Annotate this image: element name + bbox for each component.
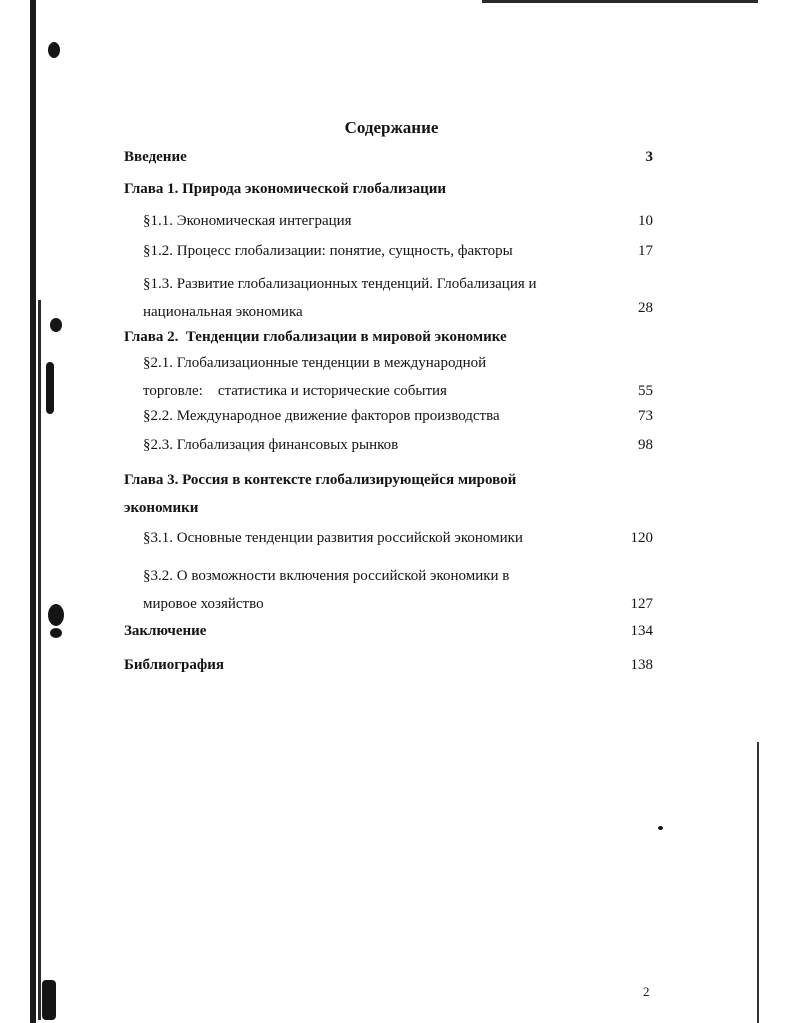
toc-page-number: 120 <box>630 530 653 546</box>
toc-entry-label-continued: торговле: статистика и исторические события <box>143 383 447 399</box>
toc-section-3-1 <box>143 529 653 547</box>
toc-section-2-3 <box>143 436 653 454</box>
toc-entry-conclusion <box>124 622 653 640</box>
toc-entry-intro <box>124 148 653 166</box>
scan-blot <box>42 980 56 1020</box>
toc-chapter-label: Глава 1. Природа экономической глобализации <box>124 181 447 197</box>
toc-entry-label: Библиография <box>124 657 225 673</box>
page-number: 2 <box>643 984 650 999</box>
toc-section-3-2 <box>143 567 653 613</box>
toc-section-2-1 <box>143 354 653 402</box>
toc-entry-label-continued: мировое хозяйство <box>143 596 264 612</box>
toc-entry-label: Заключение <box>124 623 207 639</box>
toc-entry-label: §1.3. Развитие глобализационных тенденций. Глобализация и <box>143 276 537 292</box>
scan-top-mark <box>482 0 758 3</box>
toc-section-2-2 <box>143 407 653 425</box>
toc-page-number: 55 <box>638 383 653 399</box>
toc-page-number: 3 <box>645 149 653 165</box>
toc-page-number: 10 <box>638 213 653 229</box>
toc-page-number: 98 <box>638 437 653 453</box>
toc-page-number: 73 <box>638 408 653 424</box>
toc-page-number: 127 <box>630 596 653 612</box>
toc-chapter-label: Глава 3. Россия в контексте глобализирующейся мировой <box>124 472 517 488</box>
scan-blot <box>50 318 62 332</box>
scan-right-edge <box>757 742 759 1023</box>
toc-chapter-label-continued: экономики <box>124 500 199 516</box>
scan-left-edge-secondary <box>38 300 41 1020</box>
scan-blot <box>50 628 62 638</box>
toc-entry-label: §3.1. Основные тенденции развития российской экономики <box>143 530 523 546</box>
toc-page-number: 138 <box>630 657 653 673</box>
scan-blot <box>46 362 54 414</box>
scan-blot <box>48 42 60 58</box>
toc-page-number: 28 <box>638 300 653 316</box>
toc-chapter-3 <box>124 471 653 517</box>
toc-chapter-label: Глава 2. Тенденции глобализации в мировой экономике <box>124 329 507 345</box>
toc-entry-bibliography <box>124 656 653 674</box>
toc-entry-label: Введение <box>124 149 187 165</box>
toc-entry-label: §1.2. Процесс глобализации: понятие, сущность, факторы <box>143 243 513 259</box>
toc-entry-label-continued: национальная экономика <box>143 304 303 320</box>
toc-section-1-2 <box>143 242 653 260</box>
toc-section-1-3 <box>143 275 653 325</box>
toc-entry-label: §2.3. Глобализация финансовых рынков <box>143 437 399 453</box>
toc-title: Содержание <box>344 118 439 137</box>
toc-entry-label: §3.2. О возможности включения российской экономики в <box>143 568 510 584</box>
toc-page-number: 134 <box>630 623 653 639</box>
toc-chapter-2 <box>124 328 653 346</box>
scan-left-edge <box>30 0 36 1023</box>
toc-entry-label: §1.1. Экономическая интеграция <box>143 213 352 229</box>
scan-dot <box>658 826 663 830</box>
scan-blot <box>48 604 64 626</box>
toc-entry-label: §2.2. Международное движение факторов производства <box>143 408 500 424</box>
toc-chapter-1 <box>124 180 653 198</box>
toc-page-number: 17 <box>638 243 653 259</box>
toc-entry-label: §2.1. Глобализационные тенденции в международной <box>143 355 487 371</box>
toc-section-1-1 <box>143 212 653 230</box>
